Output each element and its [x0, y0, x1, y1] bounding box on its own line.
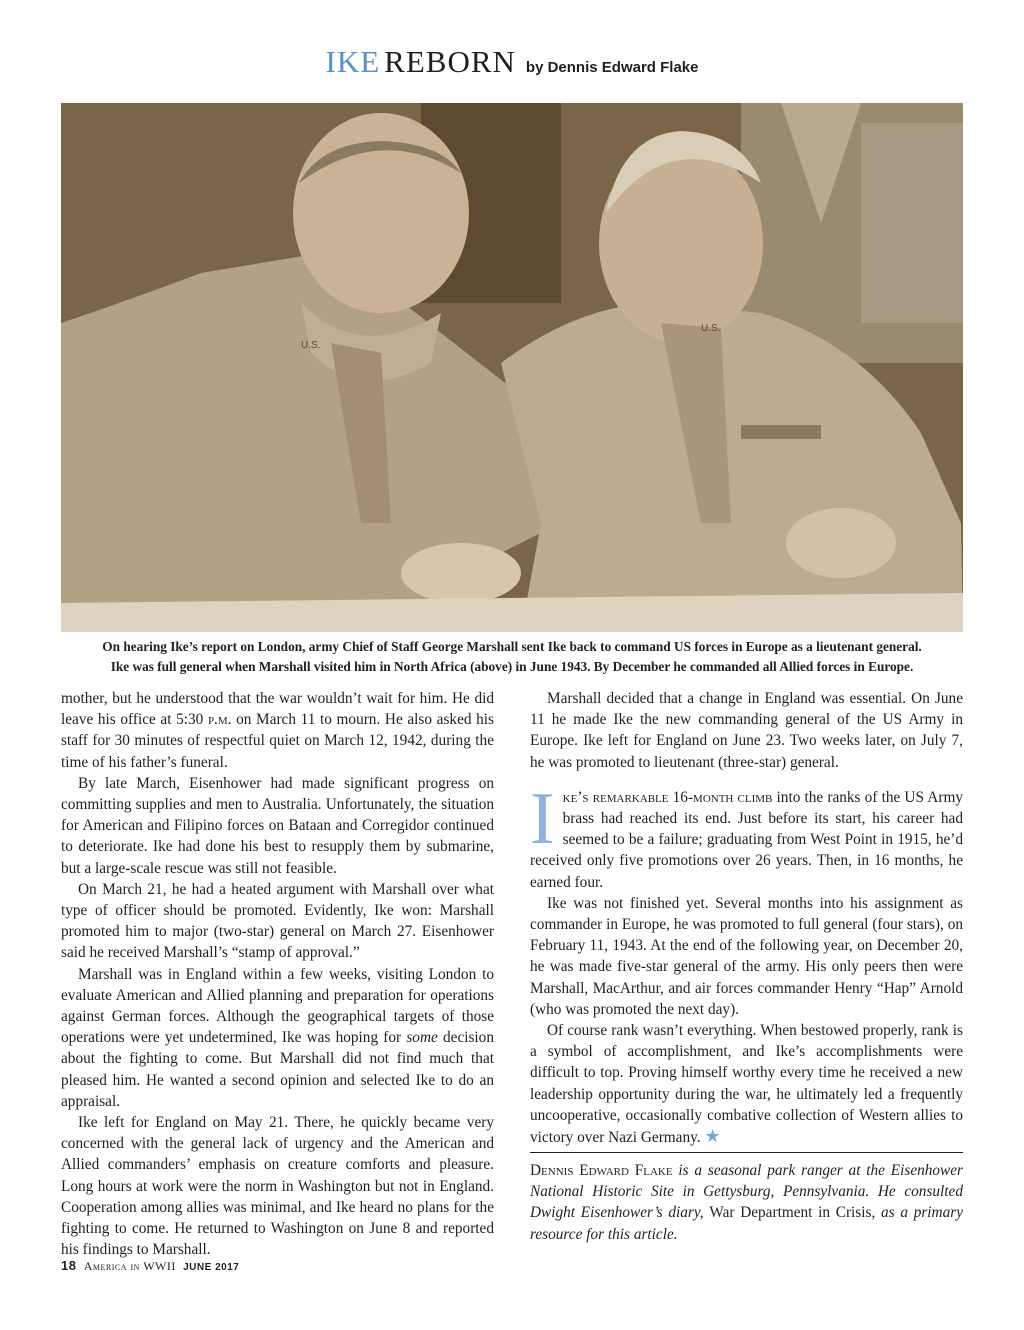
- right-paragraph-2: [530, 777, 963, 893]
- drop-cap: I: [530, 777, 555, 860]
- issue-date: JUNE 2017: [183, 1262, 240, 1273]
- author-bio: [530, 1160, 963, 1245]
- right-paragraph-3: Ike was not finished yet. Several months into his assignment as commander in Europe, he was promoted to full general (four stars), on February 11, 1943. At the end of the following year, on December 20, he was made five-star general of the army. His only peers then were Marshall, MacArthur, and air forces commander Henry “Hap” Arnold (who was promoted the next day).: [530, 894, 963, 1018]
- insignia-left: U.S.: [301, 340, 321, 351]
- photo-caption: [61, 637, 963, 677]
- end-star-icon: ★: [704, 1126, 721, 1147]
- bio-text-b: as a primary resource for this article.: [530, 1204, 963, 1243]
- left-p1-text: mother, but he understood that the war wouldn’t wait for him. He did leave his office at 5:30: [61, 690, 494, 729]
- title-main: REBORN: [384, 44, 516, 79]
- left-column: [61, 688, 494, 1260]
- right-p2-lead: ke’s remarkable 16-month climb: [562, 788, 773, 806]
- left-paragraph-2: By late March, Eisenhower had made significant progress on committing supplies and men to Australia. Unfortunately, the situation for American and Filipino forces on Bataan and Corregidor continued to deteriorate. Ike had done his best to resupply them by submarine, but a large-scale rescue was still not feasible.: [61, 774, 494, 877]
- right-p2-text: into the ranks of the US Army brass had reached its end. Just before its start, his career had seemed to be a failure; graduating from West Point in 1915, he’d received only five promotions over 26 years. Then, in 16 months, he earned four.: [530, 788, 963, 891]
- left-paragraph-4: [61, 964, 494, 1112]
- right-paragraph-1: Marshall decided that a change in England was essential. On June 11 he made Ike the new commanding general of the US Army in Europe. Ike left for England on June 23. Two weeks later, on July 7, he was promoted to lieutenant (three-star) general.: [530, 690, 963, 771]
- caption-line-2: Ike was full general when Marshall visited him in North Africa (above) in June 1943. By December he commanded all Allied forces in Europe.: [110, 659, 914, 674]
- left-p1-rest: on March 11 to mourn. He also asked his staff for 30 minutes of respectful quiet on March 12, 1942, during the time of his father’s funeral.: [61, 711, 494, 771]
- magazine-name: America in WWII: [83, 1259, 176, 1273]
- left-p4-b: decision about the fighting to come. But Marshall did not find much that pleased him. He wanted a second opinion and selected Ike to do an appraisal.: [61, 1029, 494, 1110]
- left-p4-em: some: [406, 1029, 438, 1047]
- bio-book-title: War Department in Crisis,: [709, 1204, 876, 1222]
- byline: by Dennis Edward Flake: [525, 59, 699, 76]
- insignia-right: U.S.: [701, 323, 721, 334]
- right-paragraph-4: [530, 1020, 963, 1148]
- left-p1-time: p.m.: [207, 711, 232, 729]
- bio-text-a: is a seasonal park ranger at the Eisenhower National Historic Site in Gettysburg, Pennsylvania. He consulted Dwight Eisenhower’s diary,: [530, 1162, 963, 1222]
- page-number: 18: [61, 1258, 77, 1273]
- bio-author-name: Dennis Edward Flake: [530, 1162, 673, 1179]
- right-p4-text: Of course rank wasn’t everything. When bestowed properly, rank is a symbol of accomplishment, and Ike’s accomplishments were difficult to top. Proving himself worthy every time he received a new leadership opportunity during the war, he ultimately led a frequently uncooperative, occasionally combative collection of Western allies to victory over Nazi Germany.: [530, 1022, 963, 1147]
- title-accent: IKE: [325, 44, 381, 79]
- left-paragraph-1: [61, 688, 494, 773]
- page-footer: [61, 1258, 239, 1274]
- bio-divider: [530, 1152, 963, 1153]
- left-p4-a: Marshall was in England within a few weeks, visiting London to evaluate American and Allied planning and preparation for operations against German forces. Although the geographical targets of those operations were yet undetermined, Ike was hoping for: [61, 965, 494, 1047]
- historical-photo: [61, 103, 963, 632]
- caption-line-1: On hearing Ike’s report on London, army Chief of Staff George Marshall sent Ike back to command US forces in Europe as a lieutenant general.: [102, 639, 922, 654]
- right-column: [530, 688, 963, 1148]
- article-header: [0, 44, 1024, 80]
- left-paragraph-5: Ike left for England on May 21. There, he quickly became very concerned with the general lack of urgency and the American and Allied commanders’ emphasis on creature comforts and pleasure. Long hours at work were the norm in Washington but not in England. Cooperation among allies was minimal, and Ike heard no plans for the fighting to come. He returned to Washington on June 8 and reported his findings to Marshall.: [61, 1114, 494, 1259]
- left-paragraph-3: On March 21, he had a heated argument with Marshall over what type of officer should be promoted. Evidently, Ike won: Marshall promoted him to major (two-star) general on March 27. Eisenhower said he received Marshall’s “stamp of approval.”: [61, 880, 494, 962]
